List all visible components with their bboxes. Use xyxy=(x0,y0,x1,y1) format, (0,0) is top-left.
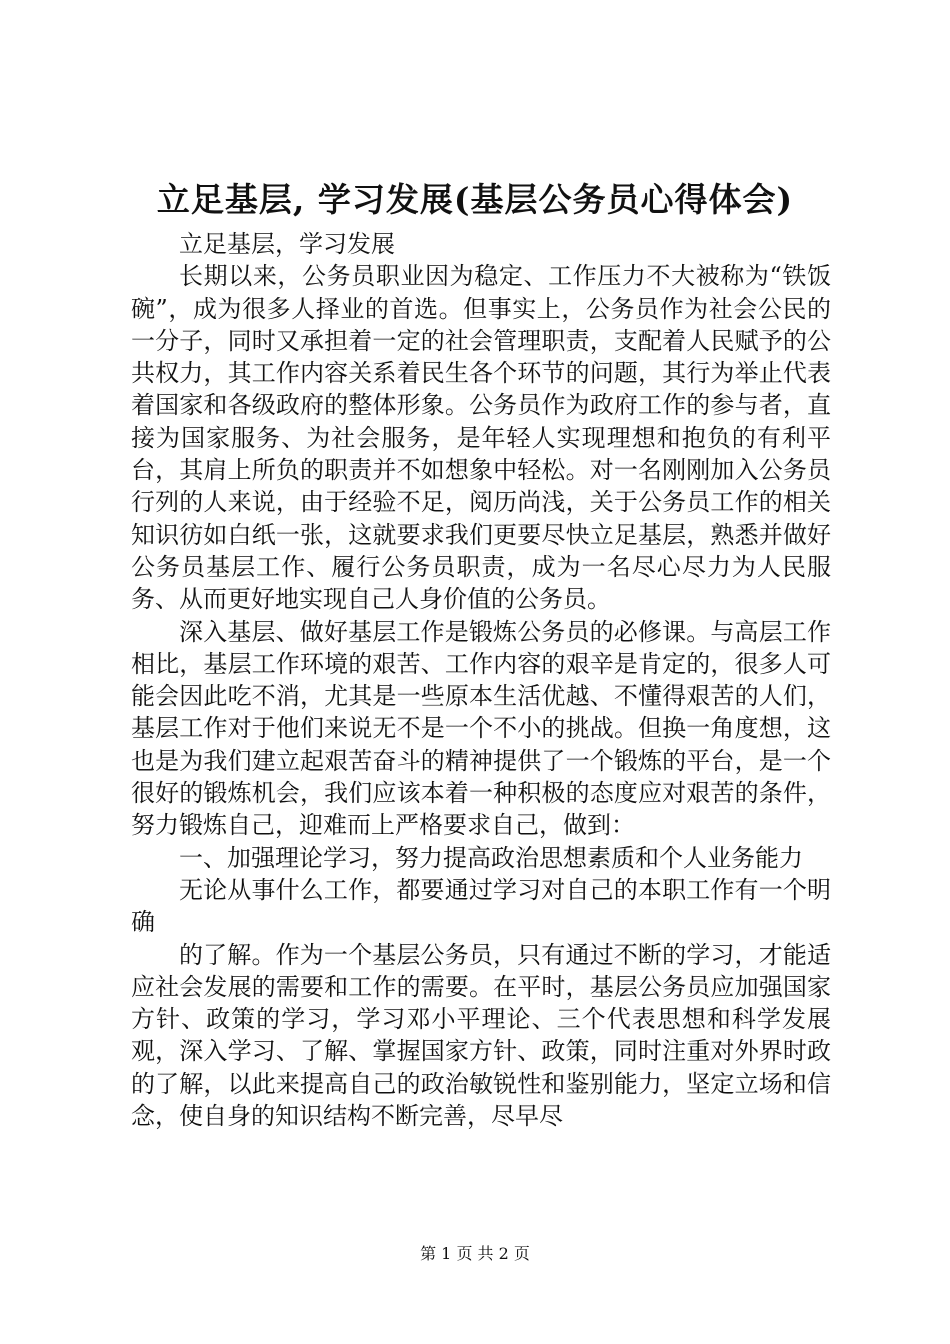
paragraph-1: 长期以来，公务员职业因为稳定、工作压力不大被称为“铁饭碗”，成为很多人择业的首选。但事实上，公务员作为社会公民的一分子，同时又承担着一定的社会管理职责，支配着人民赋予的公共权力，其工作内容关系着民生各个环节的问题，其行为举止代表着国家和各级政府的整体形象。公务员作为政府工作的参与者，直接为国家服务、为社会服务，是年轻人实现理想和抱负的有利平台，其肩上所负的职责并不如想象中轻松。对一名刚刚加入公务员行列的人来说，由于经验不足，阅历尚浅，关于公务员工作的相关知识彷如白纸一张，这就要求我们更要尽快立足基层，熟悉并做好公务员基层工作、履行公务员职责，成为一名尽心尽力为人民服务、从而更好地实现自己人身价值的公务员。 xyxy=(131,262,831,614)
document-title: 立足基层, 学习发展(基层公务员心得体会) xyxy=(156,180,794,219)
paragraph-2: 深入基层、做好基层工作是锻炼公务员的必修课。与高层工作相比，基层工作环境的艰苦、工作内容的艰辛是肯定的，很多人可能会因此吃不消，尤其是一些原本生活优越、不懂得艰苦的人们，基层工作对于他们来说无不是一个不小的挑战。但换一角度想，这也是为我们建立起艰苦奋斗的精神提供了一个锻炼的平台，是一个很好的锻炼机会，我们应该本着一种积极的态度应对艰苦的条件，努力锻炼自己，迎难而上严格要求自己，做到： xyxy=(131,617,831,840)
paragraph-3: 无论从事什么工作，都要通过学习对自己的本职工作有一个明确 xyxy=(131,875,831,937)
paragraph-4: 的了解。作为一个基层公务员，只有通过不断的学习，才能适应社会发展的需要和工作的需要。在平时，基层公务员应加强国家方针、政策的学习，学习邓小平理论、三个代表思想和科学发展观，深入学习、了解、掌握国家方针、政策，同时注重对外界时政的了解，以此来提高自己的政治敏锐性和鉴别能力，坚定立场和信念，使自身的知识结构不断完善，尽早尽 xyxy=(131,940,831,1131)
section-heading-1: 一、加强理论学习，努力提高政治思想素质和个人业务能力 xyxy=(179,843,803,872)
document-subtitle: 立足基层，学习发展 xyxy=(179,230,395,258)
page-number-footer: 第 1 页 共 2 页 xyxy=(420,1244,530,1263)
document-body xyxy=(131,228,831,1132)
